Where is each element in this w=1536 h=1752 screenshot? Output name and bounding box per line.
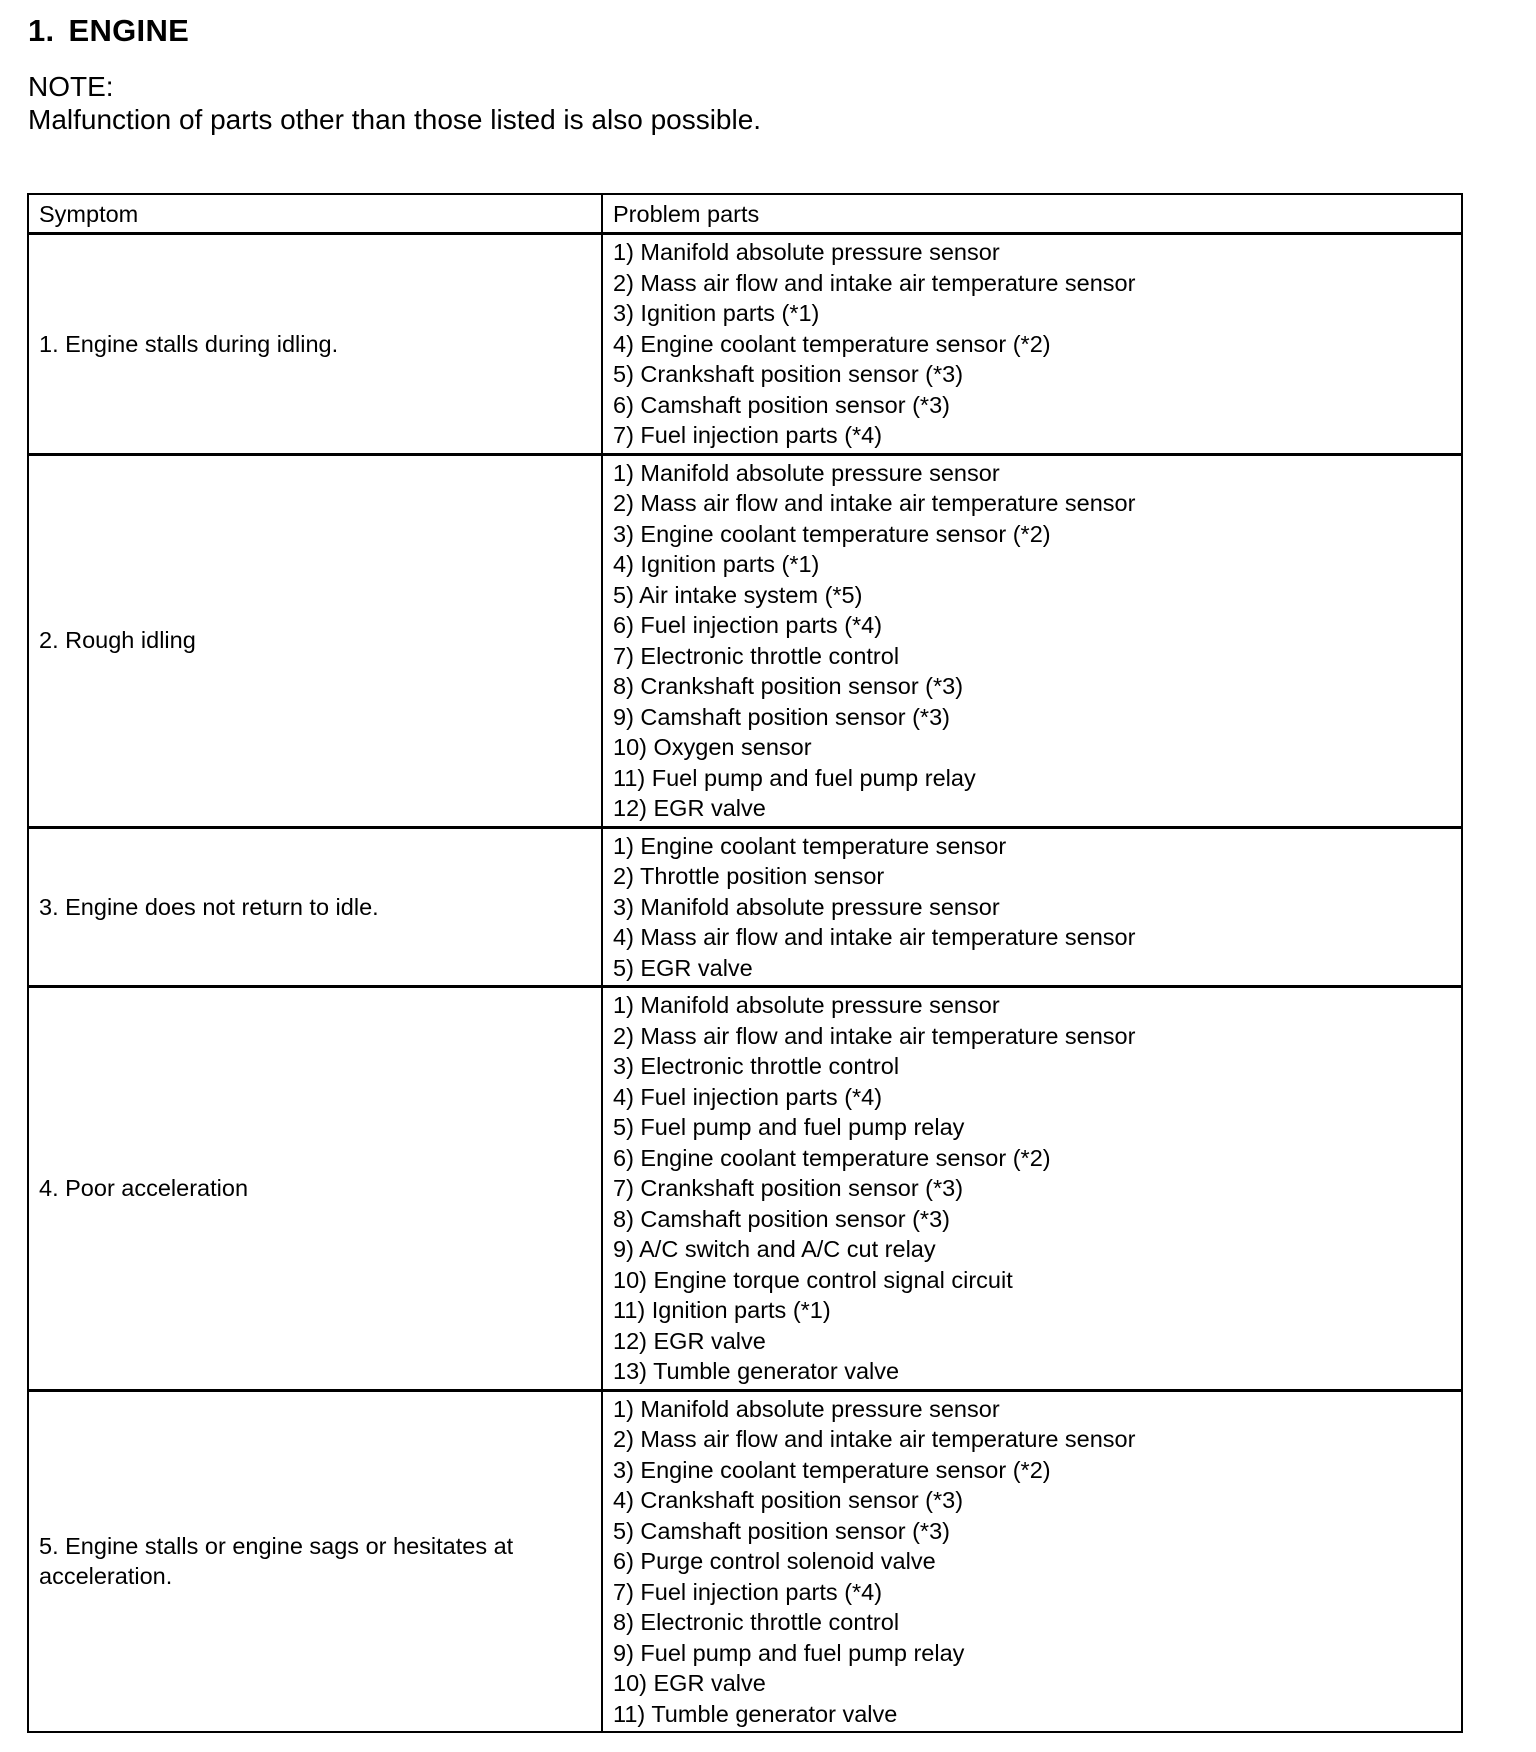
problem-part-item: 5) Air intake system (*5): [613, 581, 863, 608]
problem-part-item: 8) Crankshaft position sensor (*3): [613, 673, 964, 699]
section-title: ENGINE: [68, 13, 190, 48]
problem-part-item: 1) Manifold absolute pressure sensor: [613, 1395, 1000, 1422]
symptom-cell: 4. Poor acceleration: [28, 987, 602, 1391]
table-body: [28, 234, 1462, 1733]
section-heading: [28, 10, 189, 52]
problem-part-item: 1) Manifold absolute pressure sensor: [613, 459, 1000, 486]
problem-parts-column-header: Problem parts: [602, 194, 1462, 234]
note-label: NOTE:: [28, 71, 114, 102]
problem-part-item: 4) Mass air flow and intake air temperature sensor: [613, 924, 1136, 950]
problem-part-item: 3) Ignition parts (*1): [613, 300, 820, 326]
problem-part-item: 9) A/C switch and A/C cut relay: [613, 1236, 936, 1262]
problem-part-item: 1) Engine coolant temperature sensor: [613, 832, 1007, 859]
problem-part-item: 10) EGR valve: [613, 1670, 766, 1696]
problem-part-item: 6) Camshaft position sensor (*3): [613, 391, 950, 418]
problem-part-item: 4) Engine coolant temperature sensor (*2): [613, 330, 1051, 357]
problem-part-item: 3) Manifold absolute pressure sensor: [613, 893, 1000, 920]
problem-part-item: 2) Mass air flow and intake air temperature sensor: [613, 269, 1136, 296]
problem-part-item: 7) Fuel injection parts (*4): [613, 422, 883, 448]
problem-part-item: 7) Electronic throttle control: [613, 642, 900, 669]
problem-part-item: 6) Fuel injection parts (*4): [613, 612, 883, 638]
problem-part-item: 2) Mass air flow and intake air temperature sensor: [613, 1426, 1136, 1452]
note-text: Malfunction of parts other than those listed is also possible.: [28, 104, 762, 135]
problem-part-item: 5) Crankshaft position sensor (*3): [613, 361, 964, 387]
table-row: [28, 1390, 1462, 1732]
problem-part-item: 7) Crankshaft position sensor (*3): [613, 1175, 964, 1201]
problem-part-item: 5) EGR valve: [613, 954, 753, 981]
problem-part-item: 8) Electronic throttle control: [613, 1609, 900, 1635]
problem-part-item: 9) Camshaft position sensor (*3): [613, 703, 950, 730]
problem-part-item: 11) Tumble generator valve: [613, 1700, 898, 1727]
problem-part-item: 10) Engine torque control signal circuit: [613, 1266, 1013, 1293]
problem-part-item: 13) Tumble generator valve: [613, 1358, 900, 1384]
problem-parts-cell: [602, 827, 1462, 987]
problem-part-item: 11) Fuel pump and fuel pump relay: [613, 764, 976, 791]
problem-part-item: 4) Crankshaft position sensor (*3): [613, 1487, 964, 1513]
problem-part-item: 10) Oxygen sensor: [613, 734, 812, 760]
table-row: [28, 454, 1462, 827]
problem-part-item: 2) Throttle position sensor: [613, 863, 885, 889]
problem-parts-cell: [602, 987, 1462, 1391]
symptom-cell: 1. Engine stalls during idling.: [28, 234, 602, 455]
problem-parts-cell: [602, 1390, 1462, 1732]
problem-part-item: 5) Fuel pump and fuel pump relay: [613, 1114, 965, 1140]
problem-part-item: 3) Electronic throttle control: [613, 1053, 900, 1079]
problem-part-item: 3) Engine coolant temperature sensor (*2): [613, 1456, 1051, 1483]
problem-part-item: 5) Camshaft position sensor (*3): [613, 1517, 950, 1544]
problem-part-item: 12) EGR valve: [613, 795, 766, 821]
problem-part-item: 11) Ignition parts (*1): [613, 1297, 831, 1323]
symptom-table: [27, 193, 1463, 1733]
section-number: 1.: [28, 13, 55, 48]
symptom-cell: 5. Engine stalls or engine sags or hesitates at acceleration.: [28, 1390, 602, 1732]
problem-part-item: 6) Purge control solenoid valve: [613, 1548, 936, 1574]
symptom-cell: 3. Engine does not return to idle.: [28, 827, 602, 987]
table-row: [28, 987, 1462, 1391]
problem-part-item: 6) Engine coolant temperature sensor (*2): [613, 1144, 1051, 1171]
problem-part-item: 7) Fuel injection parts (*4): [613, 1578, 883, 1605]
problem-part-item: 1) Manifold absolute pressure sensor: [613, 992, 1000, 1018]
problem-part-item: 9) Fuel pump and fuel pump relay: [613, 1639, 965, 1666]
problem-part-item: 1) Manifold absolute pressure sensor: [613, 239, 1000, 265]
problem-parts-cell: [602, 454, 1462, 827]
problem-part-item: 4) Fuel injection parts (*4): [613, 1083, 883, 1110]
problem-part-item: 12) EGR valve: [613, 1327, 766, 1354]
table-row: [28, 827, 1462, 987]
table-header-row: [28, 194, 1462, 234]
symptom-cell: 2. Rough idling: [28, 454, 602, 827]
symptom-column-header: Symptom: [28, 194, 602, 234]
problem-part-item: 3) Engine coolant temperature sensor (*2): [613, 520, 1051, 547]
problem-part-item: 2) Mass air flow and intake air temperature sensor: [613, 490, 1136, 516]
problem-part-item: 4) Ignition parts (*1): [613, 551, 820, 577]
problem-part-item: 2) Mass air flow and intake air temperature sensor: [613, 1022, 1136, 1049]
problem-part-item: 8) Camshaft position sensor (*3): [613, 1205, 950, 1232]
problem-parts-cell: [602, 234, 1462, 455]
table-row: [28, 234, 1462, 455]
